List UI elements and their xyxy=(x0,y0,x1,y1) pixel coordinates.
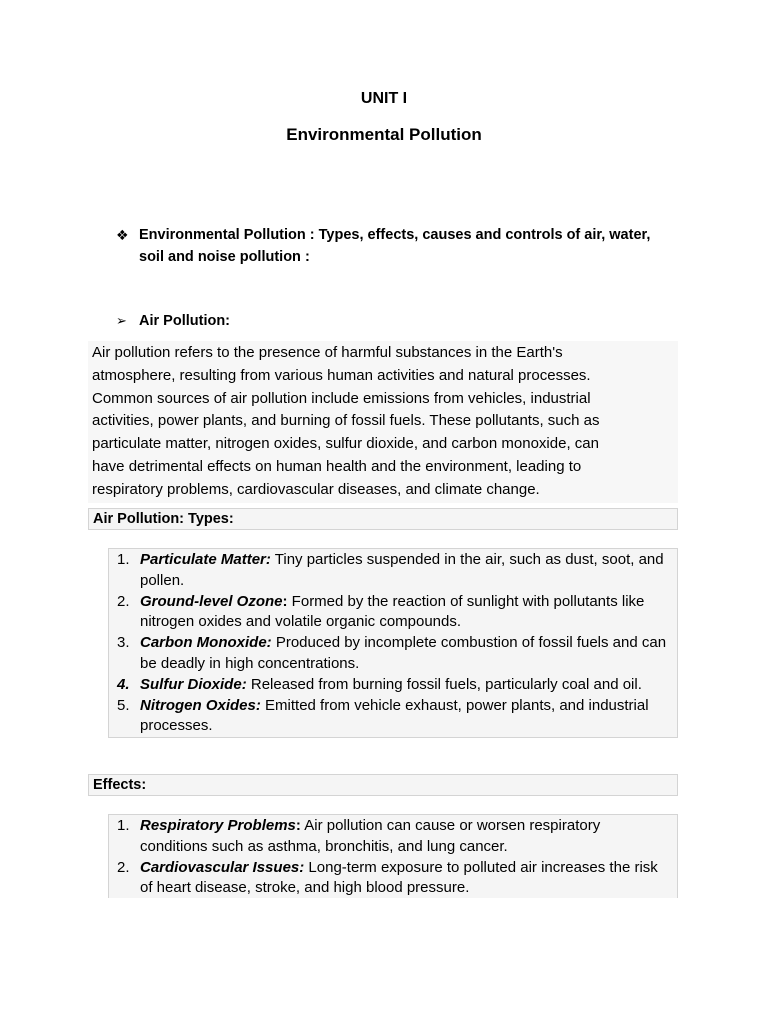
list-number: 2. xyxy=(117,858,130,876)
topic-bullet-item xyxy=(116,224,656,268)
intro-line: respiratory problems, cardiovascular diseases, and climate change. xyxy=(92,480,540,498)
types-list xyxy=(108,548,678,738)
intro-line: Air pollution refers to the presence of harmful substances in the Earth's xyxy=(92,344,563,361)
list-item: 2. Ground-level Ozone: Formed by the reaction of sunlight with pollutants like nitrogen oxides and volatile organic compounds. xyxy=(109,592,677,634)
list-text: Released from burning fossil fuels, particularly coal and oil. xyxy=(246,675,642,693)
list-number: 2. xyxy=(117,592,130,610)
list-item: 2. Cardiovascular Issues: Long-term exposure to polluted air increases the risk of heart disease, stroke, and high blood pressure. xyxy=(109,858,677,898)
list-text: Air pollution can cause or worsen respiratory conditions such as asthma, bronchitis, and lung cancer. xyxy=(140,817,601,855)
list-number: 4. xyxy=(117,675,130,693)
topic-text: Environmental Pollution : Types, effects, causes and controls of air, water, soil and noise pollution : xyxy=(139,227,651,265)
diamond-bullet-icon: ❖ xyxy=(116,227,129,243)
list-term: Cardiovascular Issues xyxy=(140,858,300,876)
list-number: 1. xyxy=(117,551,130,568)
list-number: 1. xyxy=(117,817,130,834)
list-item: 1. Respiratory Problems: Air pollution can cause or worsen respiratory conditions such as asthma, bronchitis, and lung cancer. xyxy=(109,816,677,858)
intro-line: activities, power plants, and burning of fossil fuels. These pollutants, such as xyxy=(92,412,600,430)
list-number: 5. xyxy=(117,696,130,714)
list-item: 1. Particulate Matter: Tiny particles suspended in the air, such as dust, soot, and pollen. xyxy=(109,550,677,592)
page-title: Environmental Pollution xyxy=(286,125,482,144)
list-term: Respiratory Problems xyxy=(140,817,296,834)
list-text: Tiny particles suspended in the air, such as dust, soot, and pollen. xyxy=(140,551,664,589)
intro-line: Common sources of air pollution include emissions from vehicles, industrial xyxy=(92,389,591,407)
arrow-bullet-icon: ➢ xyxy=(116,313,127,328)
intro-line: atmosphere, resulting from various human activities and natural processes. xyxy=(92,366,591,384)
list-term: Carbon Monoxide xyxy=(140,634,267,652)
list-item: 5. Nitrogen Oxides: Emitted from vehicle exhaust, power plants, and industrial processes. xyxy=(109,696,677,738)
section-heading-text: Air Pollution: xyxy=(139,313,231,329)
list-text: Emitted from vehicle exhaust, power plants, and industrial processes. xyxy=(140,696,649,735)
intro-line: particulate matter, nitrogen oxides, sulfur dioxide, and carbon monoxide, can xyxy=(92,435,599,453)
list-text: Produced by incomplete combustion of fossil fuels and can be deadly in high concentrations. xyxy=(140,634,667,672)
effects-list xyxy=(108,814,678,898)
list-number: 3. xyxy=(117,634,130,652)
list-text: Formed by the reaction of sunlight with pollutants like nitrogen oxides and volatile organic compounds. xyxy=(140,592,645,631)
list-term: Sulfur Dioxide xyxy=(140,675,242,693)
list-item: 4. Sulfur Dioxide: Released from burning fossil fuels, particularly coal and oil. xyxy=(109,675,677,696)
types-heading: Air Pollution: Types: xyxy=(88,508,678,530)
intro-paragraph xyxy=(88,341,678,503)
effects-heading: Effects: xyxy=(88,774,678,796)
list-term: Ground-level Ozone xyxy=(140,592,283,610)
list-term: Nitrogen Oxides xyxy=(140,696,256,714)
intro-line: have detrimental effects on human health and the environment, leading to xyxy=(92,457,582,475)
list-item: 3. Carbon Monoxide: Produced by incomplete combustion of fossil fuels and can be deadly in high concentrations. xyxy=(109,633,677,675)
air-pollution-heading xyxy=(116,310,230,332)
list-text: Long-term exposure to polluted air increases the risk of heart disease, stroke, and high blood pressure. xyxy=(140,858,658,897)
unit-label: UNIT I xyxy=(360,90,408,107)
list-term: Particulate Matter xyxy=(140,551,266,568)
